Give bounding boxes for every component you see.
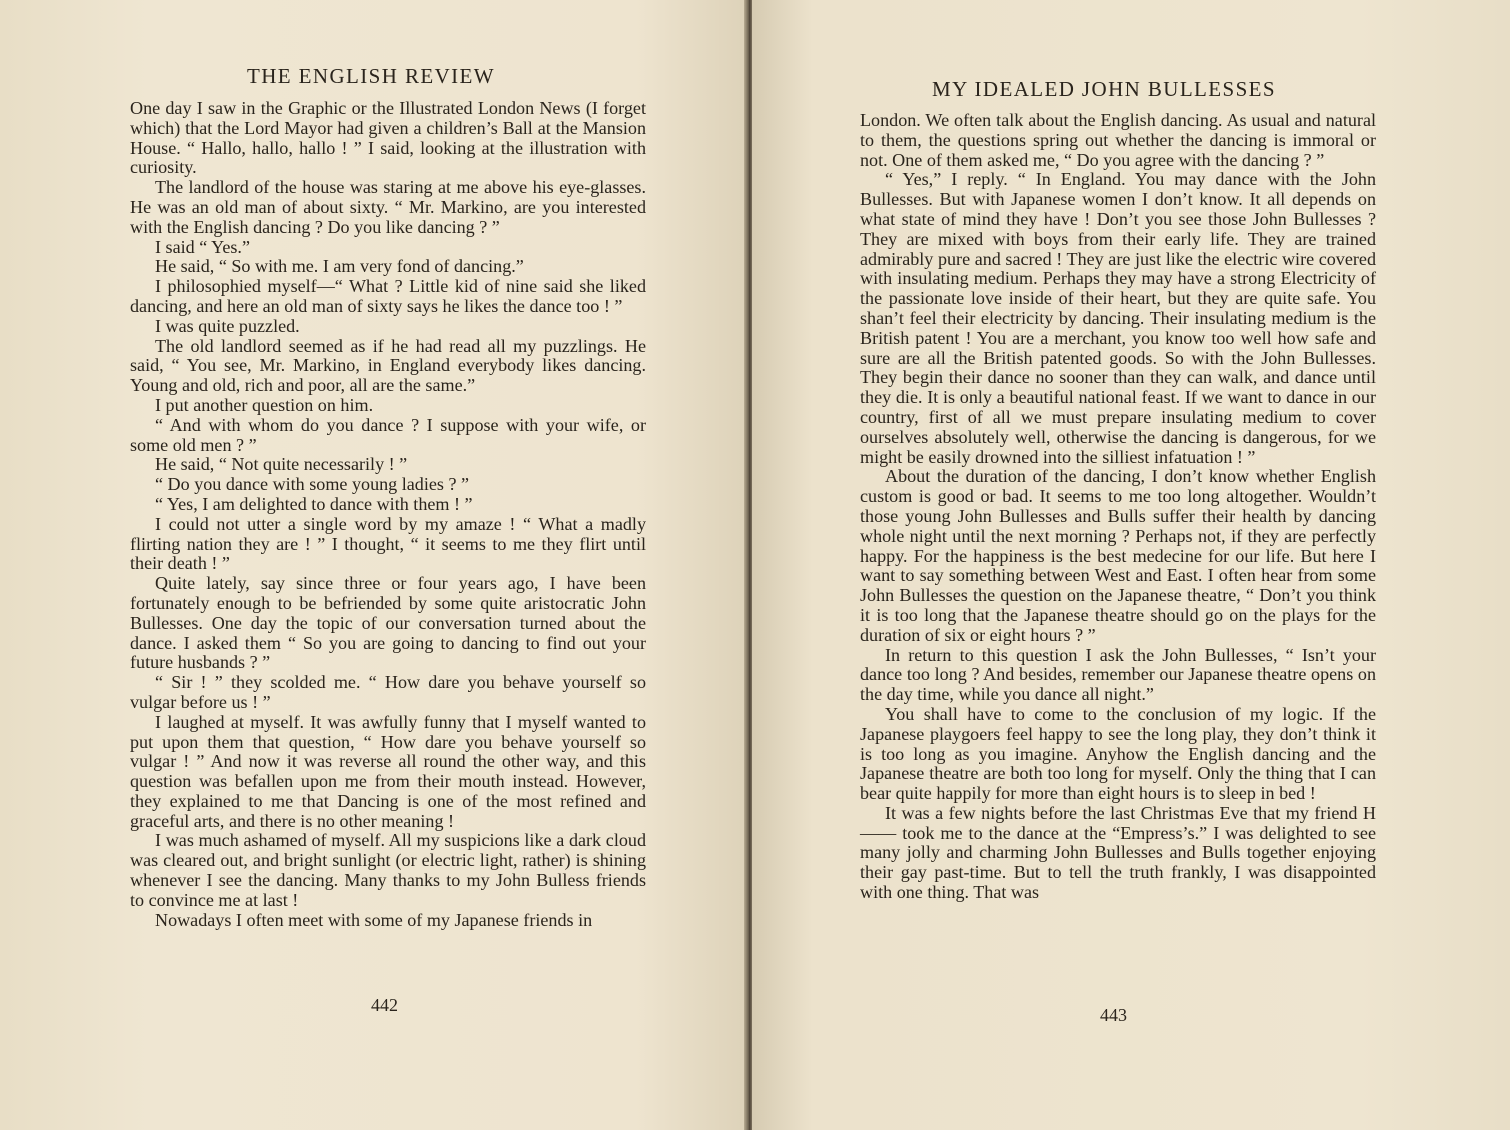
paragraph: “ Sir ! ” they scolded me. “ How dare you behave yourself so vulgar before us ! ” bbox=[130, 672, 646, 712]
paragraph: The old landlord seemed as if he had read all my puzzlings. He said, “ You see, Mr. Markino, in England everybody likes dancing. Young and old, rich and poor, all are the same.” bbox=[130, 335, 646, 396]
paragraph: You shall have to come to the conclusion of my logic. If the Japanese playgoers feel happy to see the long play, they don’t think it is too long as you imagine. Anyhow the English dancing and the Japanese theatre are both too long for myself. Only the thing that I can bear quite happily for more than eight hours is to sleep in bed ! bbox=[860, 703, 1376, 804]
page-number: 443 bbox=[1100, 1005, 1127, 1025]
paragraph: I said “ Yes.” bbox=[155, 236, 250, 257]
paragraph: It was a few nights before the last Christmas Eve that my friend H—— took me to the dance at the “Empress’s.” I was delighted to see many jolly and charming John Bullesses and Bulls together enjoying their gay past-time. But to tell the truth frankly, I was disappointed with one thing. That was bbox=[860, 802, 1376, 903]
paragraph: About the duration of the dancing, I don’t know whether English custom is good or bad. It seems to me too long altogether. Wouldn’t those young John Bullesses and Bulls suffer their health by dancing whole night until the next morning ? Perhaps not, if they are perfectly happy. For the happiness is the best medecine for our life. But here I want to say something between West and East. I often hear from some John Bullesses the question on the Japanese theatre, “ Don’t you think it is too long that the Japanese theatre should go on the plays for the duration of six or eight hours ? ” bbox=[860, 466, 1376, 645]
paragraph: “ Yes, I am delighted to dance with them ! ” bbox=[155, 493, 473, 514]
paragraph: Nowadays I often meet with some of my Japanese friends in bbox=[155, 909, 593, 930]
running-head: THE ENGLISH REVIEW bbox=[247, 64, 495, 88]
paragraph: “ And with whom do you dance ? I suppose with your wife, or some old men ? ” bbox=[130, 414, 646, 455]
paragraph: “ Yes,” I reply. “ In England. You may dance with the John Bullesses. But with Japanese women I don’t know. It all depends on what state of mind they have ! Don’t you see those John Bullesses ? They are mixed with boys from their early life. They are trained admirably pure and sacred ! They are just like the electric wire covered with insulating medium. Perhaps they may have a strong Electricity of the passionate love inside of their heart, but they are quite safe. You shan’t feel their electricity by dancing. Their insulating medium is the British patent ! You are a merchant, you know too well how safe and sure are all the British patented goods. So with the John Bullesses. They begin their dance no sooner than they can walk, and dance until they die. It is only a beautiful national feast. If we want to dance in our country, first of all we must prepare insulating medium to cover ourselves absolutely well, otherwise the dancing is dangerous, for we might be easily drowned into the silliest infatuation ! ” bbox=[860, 169, 1376, 467]
body-text bbox=[130, 99, 646, 930]
paragraph: I was much ashamed of myself. All my suspicions like a dark cloud was cleared out, and bright sunlight (or electric light, rather) is shining whenever I see the dancing. Many thanks to my John Bulless friends to convince me at last ! bbox=[130, 830, 646, 910]
paragraph: I laughed at myself. It was awfully funny that I myself wanted to put upon them that question, “ How dare you behave yourself so vulgar ! ” And now it was reverse all round the other way, and this question was befallen upon me from their mouth instead. However, they explained to me that Dancing is one of the most refined and graceful arts, and there is no other meaning ! bbox=[130, 711, 646, 831]
running-head: MY IDEALED JOHN BULLESSES bbox=[932, 77, 1276, 101]
paragraph: He said, “ Not quite necessarily ! ” bbox=[155, 454, 408, 475]
body-text bbox=[860, 111, 1376, 903]
paragraph: The landlord of the house was staring at me above his eye-glasses. He was an old man of about sixty. “ Mr. Markino, are you interested with the English dancing ? Do you like dancing ? ” bbox=[130, 177, 646, 237]
right-page bbox=[752, 0, 1510, 1130]
paragraph: Quite lately, say since three or four years ago, I have been fortunately enough to be befriended by some quite aristocratic John Bullesses. One day the topic of our conversation turned about the dance. I asked them “ So you are going to dancing to find out your future husbands ? ” bbox=[130, 573, 646, 673]
paragraph: I put another question on him. bbox=[155, 394, 374, 415]
paragraph: I was quite puzzled. bbox=[155, 315, 300, 336]
paragraph: “ Do you dance with some young ladies ? ” bbox=[155, 474, 470, 495]
paragraph: London. We often talk about the English dancing. As usual and natural to them, the questions spring out whether the dancing is immoral or not. One of them asked me, “ Do you agree with the dancing ? ” bbox=[860, 110, 1376, 170]
paragraph: I philosophied myself—“ What ? Little kid of nine said she liked dancing, and here an old man of sixty says he likes the dance too ! ” bbox=[130, 276, 646, 316]
left-page bbox=[0, 0, 748, 1130]
paragraph: He said, “ So with me. I am very fond of dancing.” bbox=[155, 256, 524, 277]
page-number: 442 bbox=[371, 995, 398, 1015]
paragraph: I could not utter a single word by my amaze ! “ What a madly flirting nation they are ! ” I thought, “ it seems to me they flirt until their death ! ” bbox=[130, 513, 646, 574]
paragraph: In return to this question I ask the John Bullesses, “ Isn’t your dance too long ? And besides, remember our Japanese theatre opens on the day time, while you dance all night.” bbox=[860, 644, 1376, 705]
paragraph: One day I saw in the Graphic or the Illustrated London News (I forget which) that the Lord Mayor had given a children’s Ball at the Mansion House. “ Hallo, hallo, hallo ! ” I said, looking at the illustration with curiosity. bbox=[130, 98, 646, 178]
